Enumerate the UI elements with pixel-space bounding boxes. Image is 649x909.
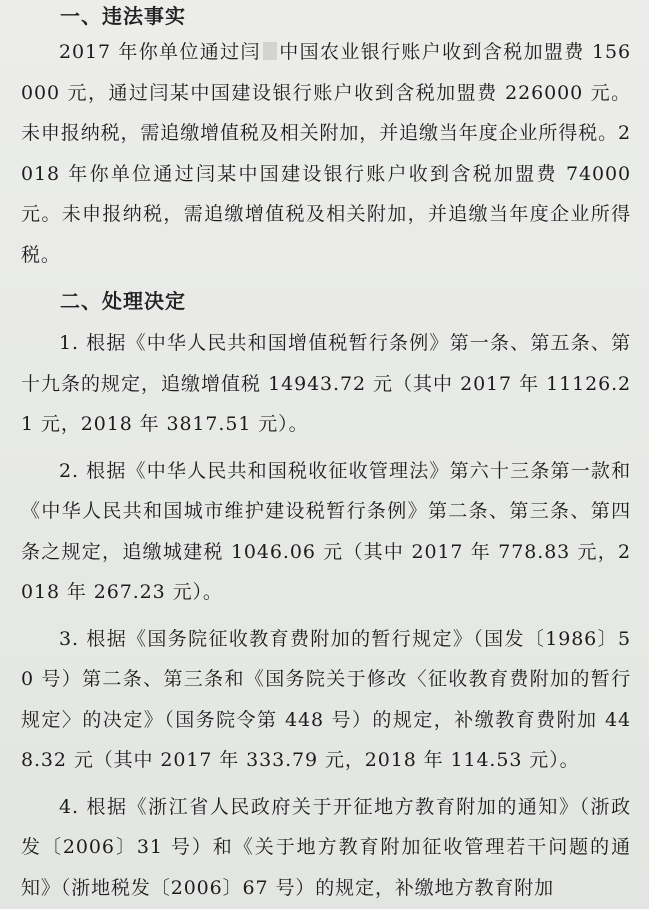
facts-paragraph	[21, 32, 631, 275]
facts-text-start: 2017 年你单位通过闫	[59, 41, 261, 63]
decision-item-4: 4. 根据《浙江省人民政府关于开征地方教育附加的通知》（浙政发〔2006〕31 号）和《关于地方教育附加征收管理若干问题的通知》（浙地税发〔2006〕67 号）的规定，补缴地方教育附加	[21, 795, 631, 899]
decision-item-3: 3. 根据《国务院征收教育费附加的暂行规定》（国发〔1986〕50 号）第二条、第三条和《国务院关于修改〈征收教育费附加的暂行规定〉的决定》（国务院令第 448 号）的规定，补缴教育费附加 448.32 元（其中 2017 年 333.79 元，2018 年 114.53 元）。	[21, 627, 631, 771]
facts-text-rest: 中国农业银行账户收到含税加盟费 156000 元，通过闫某中国建设银行账户收到含税加盟费 226000 元。未申报纳税，需追缴增值税及相关附加，并追缴当年度企业所得税。2018 年你单位通过闫某中国建设银行账户收到含税加盟费 74000 元。未申报纳税，需追缴增值税及相关附加，并追缴当年度企业所得税。	[21, 41, 631, 266]
decision-item-2: 2. 根据《中华人民共和国税收征收管理法》第六十三条第一款和《中华人民共和国城市维护建设税暂行条例》第二条、第三条、第四条之规定，追缴城建税 1046.06 元（其中 2017 年 778.83 元，2018 年 267.23 元）。	[21, 459, 631, 603]
redaction-mark	[263, 42, 277, 60]
section-heading-facts: 一、违法事实	[60, 4, 186, 28]
section-heading-decision: 二、处理决定	[60, 289, 186, 313]
decision-item-1: 1. 根据《中华人民共和国增值税暂行条例》第一条、第五条、第十九条的规定，追缴增值税 14943.72 元（其中 2017 年 11126.21 元，2018 年 3817.51 元）。	[21, 332, 631, 435]
document-body	[21, 0, 631, 908]
